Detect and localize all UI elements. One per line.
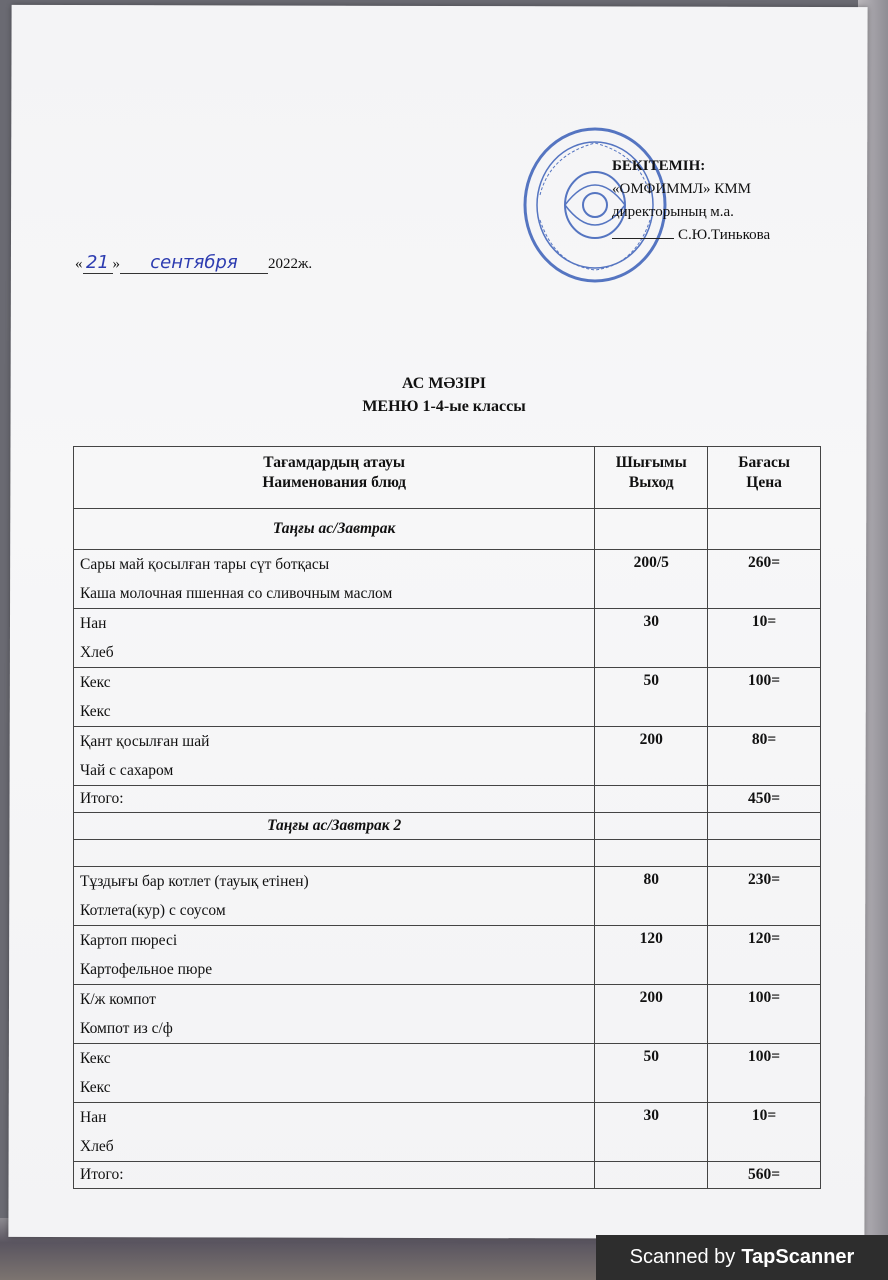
table-row bbox=[74, 1044, 821, 1103]
dish-price: 80= bbox=[751, 731, 777, 748]
approval-title: БЕКІТЕМІН: bbox=[612, 158, 706, 174]
menu-table bbox=[73, 446, 821, 1189]
total-label: Итого: bbox=[74, 1162, 595, 1189]
approval-org: «ОМФИММЛ» КММ bbox=[612, 181, 751, 197]
date-month-handwritten: сентября bbox=[120, 252, 268, 274]
table-row bbox=[74, 727, 821, 786]
section-row-breakfast-2 bbox=[74, 813, 821, 840]
header-price-ru: Цена bbox=[746, 474, 782, 491]
dish-name-ru: Хлеб bbox=[80, 1138, 114, 1155]
dish-name-kz: Картоп пюресі bbox=[80, 932, 178, 949]
dish-price: 100= bbox=[748, 989, 781, 1006]
header-dish-name-ru: Наименования блюд bbox=[262, 474, 406, 491]
dish-name-kz: Нан bbox=[80, 1109, 107, 1126]
empty-row bbox=[74, 840, 821, 867]
section-title: Таңғы ас/Завтрак 2 bbox=[74, 813, 595, 840]
menu-title-ru: МЕНЮ 1-4-ые классы bbox=[362, 398, 526, 415]
total-label: Итого: bbox=[74, 786, 595, 813]
approval-position: директорының м.а. bbox=[612, 204, 734, 220]
dish-name-ru: Кекс bbox=[80, 703, 111, 720]
dish-name-kz: Кекс bbox=[80, 1050, 111, 1067]
dish-price: 10= bbox=[751, 613, 777, 630]
section-row-breakfast bbox=[74, 509, 821, 550]
dish-name-kz: Қант қосылған шай bbox=[80, 733, 210, 750]
dish-name-ru: Кекс bbox=[80, 1079, 111, 1096]
total-value: 560= bbox=[708, 1162, 821, 1189]
dish-name-kz: Сары май қосылған тары сүт ботқасы bbox=[80, 556, 330, 573]
dish-name-ru: Хлеб bbox=[80, 644, 114, 661]
header-price-kz: Бағасы bbox=[738, 454, 790, 471]
dish-name-ru: Чай с сахаром bbox=[80, 762, 174, 779]
approval-block bbox=[612, 155, 832, 247]
section-title: Таңғы ас/Завтрак bbox=[74, 509, 595, 550]
watermark-prefix: Scanned by bbox=[629, 1246, 736, 1268]
date-day-handwritten: 21 bbox=[83, 252, 113, 274]
date-year: 2022ж. bbox=[268, 256, 313, 272]
header-output-kz: Шығымы bbox=[615, 454, 687, 471]
dish-output: 30 bbox=[643, 1107, 659, 1124]
dish-name-kz: Нан bbox=[80, 615, 107, 632]
dish-output: 50 bbox=[643, 672, 659, 689]
dish-price: 100= bbox=[748, 672, 781, 689]
dish-output: 200 bbox=[639, 731, 663, 748]
dish-output: 120 bbox=[639, 930, 663, 947]
watermark-brand: TapScanner bbox=[741, 1246, 855, 1268]
approval-name: С.Ю.Тинькова bbox=[678, 227, 771, 243]
table-row bbox=[74, 985, 821, 1044]
table-row bbox=[74, 1103, 821, 1162]
dish-price: 120= bbox=[748, 930, 781, 947]
dish-name-ru: Картофельное пюре bbox=[80, 961, 213, 978]
table-row bbox=[74, 609, 821, 668]
header-output-ru: Выход bbox=[628, 474, 674, 491]
total-value: 450= bbox=[708, 786, 821, 813]
dish-output: 200 bbox=[639, 989, 663, 1006]
dish-name-kz: Тұздығы бар котлет (тауық етінен) bbox=[80, 873, 309, 890]
table-row bbox=[74, 926, 821, 985]
dish-price: 10= bbox=[751, 1107, 777, 1124]
date-close-quote: » bbox=[112, 256, 120, 272]
scanner-watermark-badge bbox=[596, 1235, 888, 1280]
dish-name-kz: К/ж компот bbox=[80, 991, 156, 1008]
dish-name-kz: Кекс bbox=[80, 674, 111, 691]
dish-output: 30 bbox=[643, 613, 659, 630]
table-row bbox=[74, 867, 821, 926]
header-output bbox=[595, 447, 708, 509]
table-row bbox=[74, 550, 821, 609]
date-open-quote: « bbox=[75, 256, 83, 272]
table-header-row bbox=[74, 447, 821, 509]
signature-line bbox=[612, 238, 674, 239]
dish-price: 100= bbox=[748, 1048, 781, 1065]
dish-price: 230= bbox=[748, 871, 781, 888]
table-row bbox=[74, 668, 821, 727]
dish-name-ru: Каша молочная пшенная со сливочным маслом bbox=[80, 585, 393, 602]
dish-output: 50 bbox=[643, 1048, 659, 1065]
header-price bbox=[708, 447, 821, 509]
total-row-breakfast bbox=[74, 786, 821, 813]
dish-price: 260= bbox=[748, 554, 781, 571]
date-line bbox=[75, 252, 312, 274]
menu-title-kz: АС МӘЗІРІ bbox=[402, 375, 486, 392]
dish-name-ru: Котлета(кур) с соусом bbox=[80, 902, 226, 919]
header-dish-name-kz: Тағамдардың атауы bbox=[263, 454, 406, 471]
dish-output: 200/5 bbox=[633, 554, 669, 571]
total-row-breakfast-2 bbox=[74, 1162, 821, 1189]
dish-output: 80 bbox=[643, 871, 659, 888]
header-dish-name bbox=[74, 447, 595, 509]
dish-name-ru: Компот из с/ф bbox=[80, 1020, 173, 1037]
